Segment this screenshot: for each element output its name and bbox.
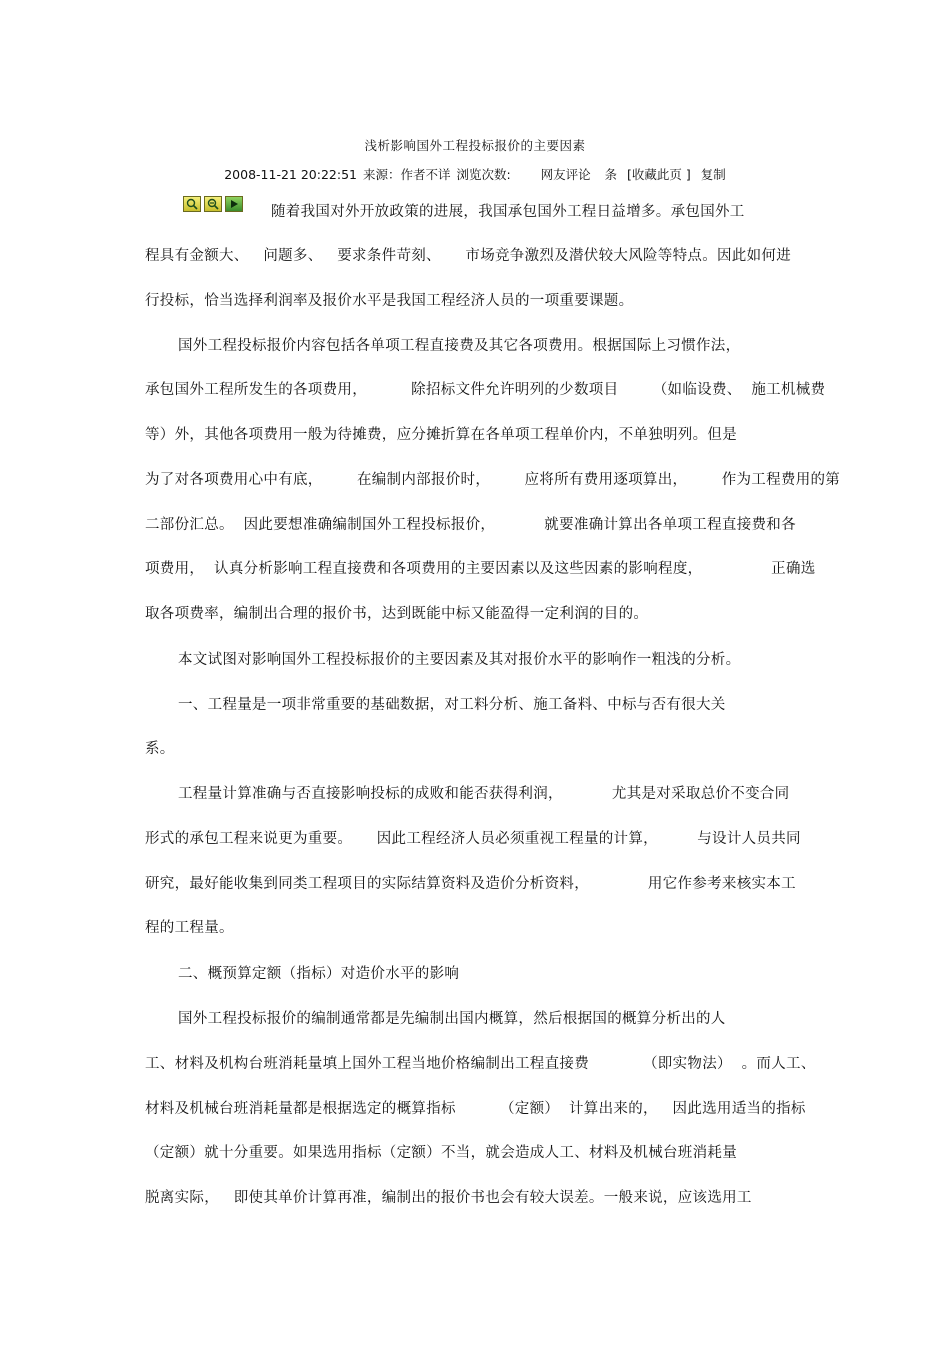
paragraph-line: 二部份汇总。 因此要想准确编制国外工程投标报价， 就要准确计算出各单项工程直接费和各 xyxy=(145,517,796,533)
view-count-label: 浏览次数: xyxy=(456,167,511,182)
document-title: 浅析影响国外工程投标报价的主要因素 xyxy=(364,138,586,153)
paragraph-line: 一、工程量是一项非常重要的基础数据，对工料分析、施工备料、中标与否有很大关 xyxy=(178,697,726,713)
bookmark-link[interactable]: [收藏此页 ] xyxy=(627,167,691,182)
paragraph-line: 脱离实际， 即使其单价计算再准，编制出的报价书也会有较大误差。一般来说，应该选用工 xyxy=(145,1190,752,1206)
reader-toolbar xyxy=(183,196,243,212)
play-icon[interactable] xyxy=(225,196,243,212)
paragraph-line: 系。 xyxy=(145,741,175,757)
comments-link[interactable]: 网友评论 xyxy=(540,167,591,182)
paragraph-line: 项费用， 认真分析影响工程直接费和各项费用的主要因素以及这些因素的影响程度， 正确选 xyxy=(145,561,816,577)
zoom-in-icon[interactable] xyxy=(183,196,201,212)
paragraph-line: 材料及机械台班消耗量都是根据选定的概算指标 （定额） 计算出来的， 因此选用适当的指标 xyxy=(145,1101,806,1117)
paragraph-line: 本文试图对影响国外工程投标报价的主要因素及其对报价水平的影响作一粗浅的分析。 xyxy=(178,652,741,668)
zoom-out-icon[interactable] xyxy=(204,196,222,212)
paragraph-line: 工程量计算准确与否直接影响投标的成败和能否获得利润， 尤其是对采取总价不变合同 xyxy=(178,786,790,802)
paragraph-line: 形式的承包工程来说更为重要。 因此工程经济人员必须重视工程量的计算， 与设计人员共同 xyxy=(145,831,801,847)
article-meta xyxy=(0,165,950,183)
copy-link[interactable]: 复制 xyxy=(700,167,726,182)
paragraph-line: 为了对各项费用心中有底， 在编制内部报价时， 应将所有费用逐项算出， 作为工程费用的第 xyxy=(145,472,841,488)
paragraph-line: 国外工程投标报价内容包括各单项工程直接费及其它各项费用。根据国际上习惯作法， xyxy=(178,338,741,354)
paragraph-line: 程具有金额大、 问题多、 要求条件苛刻、 市场竞争激烈及潜伏较大风险等特点。因此如何进 xyxy=(145,248,791,264)
paragraph-line: 研究，最好能收集到同类工程项目的实际结算资料及造价分析资料， 用它作参考来核实本工 xyxy=(145,876,796,892)
section-heading: 二、概预算定额（指标）对造价水平的影响 xyxy=(178,966,460,982)
source-label: 来源：作者不详 xyxy=(362,167,451,182)
paragraph-line: 工、材料及机构台班消耗量填上国外工程当地价格编制出工程直接费 （即实物法） 。而人工、 xyxy=(145,1056,816,1072)
publish-datetime: 2008-11-21 20:22:51 xyxy=(224,167,357,182)
paragraph-line: （定额）就十分重要。如果选用指标（定额）不当，就会造成人工、材料及机械台班消耗量 xyxy=(145,1145,737,1161)
paragraph-line: 承包国外工程所发生的各项费用， 除招标文件允许明列的少数项目 （如临设费、 施工机械费 xyxy=(145,382,826,398)
paragraph-line: 程的工程量。 xyxy=(145,920,234,936)
paragraph-line: 国外工程投标报价的编制通常都是先编制出国内概算，然后根据国的概算分析出的人 xyxy=(178,1011,726,1027)
comment-count-unit: 条 xyxy=(604,167,618,182)
paragraph-line: 随着我国对外开放政策的进展，我国承包国外工程日益增多。承包国外工 xyxy=(271,204,745,220)
paragraph-line: 行投标，恰当选择利润率及报价水平是我国工程经济人员的一项重要课题。 xyxy=(145,293,634,309)
paragraph-line: 取各项费率，编制出合理的报价书，达到既能中标又能盈得一定利润的目的。 xyxy=(145,606,649,622)
paragraph-line: 等）外，其他各项费用一般为待摊费，应分摊折算在各单项工程单价内，不单独明列。但是 xyxy=(145,427,737,443)
